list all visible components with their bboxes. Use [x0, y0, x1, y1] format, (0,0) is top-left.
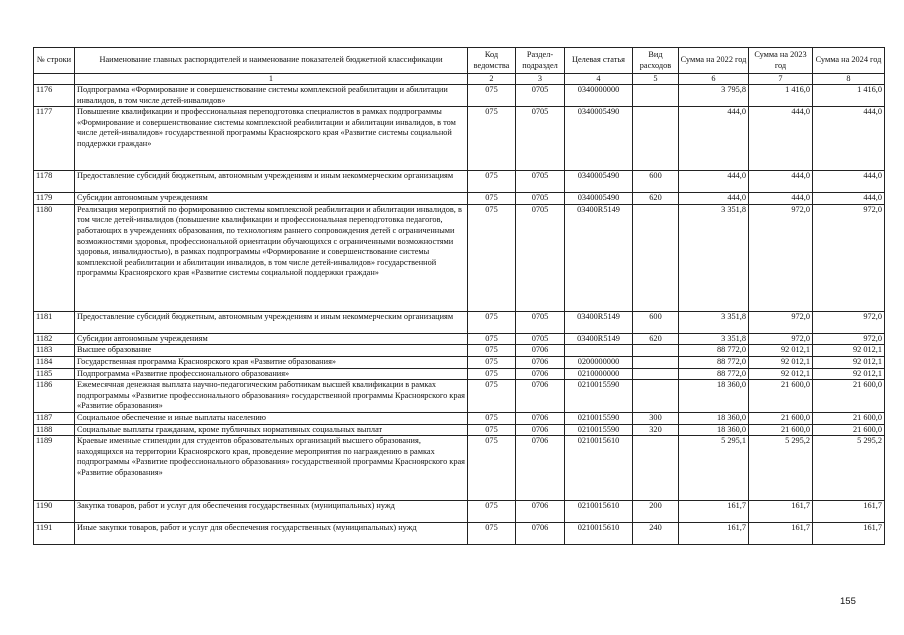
- header-article: Целевая статья: [565, 48, 633, 74]
- row-expense-type: [633, 204, 679, 311]
- row-sum-2023: 21 600,0: [749, 424, 813, 436]
- row-article: 03400R5149: [565, 333, 633, 345]
- row-name: Реализация мероприятий по формированию системы комплексной реабилитации и абилитации инвалидов, в том числе детей-инвалидов (повышение квалификации и профессиональная переподготовка педагогов, работающих в учреждениях образования, по технологиям раннего сопровождения детей с ограниченными возможностями здоровья, профессиональной ориентации обучающихся с ограниченными возможностями здоровья, инвалидностью), в рамках подпрограммы «Формирование и совершенствование системы комплексной реабилитации и абилитации инвалидов, в том числе детей-инвалидов» государственной программы Красноярского края «Развитие системы социальной поддержки граждан»: [75, 204, 468, 311]
- row-number: 1178: [34, 171, 75, 193]
- table-row: [34, 380, 885, 413]
- row-article: 0210015610: [565, 523, 633, 545]
- row-expense-type: [633, 85, 679, 107]
- row-article: 03400R5149: [565, 311, 633, 333]
- row-number: 1184: [34, 356, 75, 368]
- row-sum-2024: 161,7: [813, 523, 885, 545]
- header-dept-code: Код ведомства: [468, 48, 516, 74]
- row-section: 0705: [516, 171, 565, 193]
- row-sum-2024: 444,0: [813, 193, 885, 205]
- row-expense-type: 600: [633, 311, 679, 333]
- row-expense-type: [633, 436, 679, 501]
- row-expense-type: 200: [633, 501, 679, 523]
- row-dept-code: 075: [468, 501, 516, 523]
- row-sum-2023: 161,7: [749, 523, 813, 545]
- row-expense-type: [633, 107, 679, 171]
- row-sum-2024: 21 600,0: [813, 424, 885, 436]
- row-article: 0210015590: [565, 380, 633, 413]
- table-row: [34, 436, 885, 501]
- row-expense-type: [633, 368, 679, 380]
- row-sum-2023: 972,0: [749, 311, 813, 333]
- row-name: Социальные выплаты гражданам, кроме публичных нормативных социальных выплат: [75, 424, 468, 436]
- row-dept-code: 075: [468, 311, 516, 333]
- row-name: Социальное обеспечение и иные выплаты населению: [75, 412, 468, 424]
- row-sum-2023: 92 012,1: [749, 356, 813, 368]
- row-name: Субсидии автономным учреждениям: [75, 333, 468, 345]
- row-section: 0706: [516, 424, 565, 436]
- table-row: [34, 333, 885, 345]
- row-sum-2022: 3 351,8: [679, 333, 749, 345]
- row-sum-2024: 21 600,0: [813, 412, 885, 424]
- row-expense-type: [633, 356, 679, 368]
- row-name: Краевые именные стипендии для студентов образовательных организаций высшего образования, находящихся на территории Красноярского края, проведение мероприятия по награждению в рамках подпрограммы «Развитие профессионального образования» государственной программы Красноярского края «Развитие образования»: [75, 436, 468, 501]
- row-sum-2022: 161,7: [679, 523, 749, 545]
- row-article: 03400R5149: [565, 204, 633, 311]
- table-row: [34, 523, 885, 545]
- row-section: 0706: [516, 501, 565, 523]
- row-sum-2024: 972,0: [813, 333, 885, 345]
- row-section: 0705: [516, 333, 565, 345]
- row-expense-type: 320: [633, 424, 679, 436]
- column-number: 4: [565, 74, 633, 85]
- column-number: 6: [679, 74, 749, 85]
- row-sum-2024: 161,7: [813, 501, 885, 523]
- row-sum-2024: 5 295,2: [813, 436, 885, 501]
- row-sum-2024: 92 012,1: [813, 368, 885, 380]
- row-expense-type: 620: [633, 333, 679, 345]
- row-number: 1189: [34, 436, 75, 501]
- row-sum-2024: 92 012,1: [813, 345, 885, 357]
- row-name: Высшее образование: [75, 345, 468, 357]
- row-sum-2023: 92 012,1: [749, 345, 813, 357]
- column-number: 5: [633, 74, 679, 85]
- row-sum-2022: 5 295,1: [679, 436, 749, 501]
- row-name: Предоставление субсидий бюджетным, автономным учреждениям и иным некоммерческим организациям: [75, 311, 468, 333]
- row-article: 0340005490: [565, 107, 633, 171]
- row-sum-2022: 88 772,0: [679, 345, 749, 357]
- row-name: Подпрограмма «Формирование и совершенствование системы комплексной реабилитации и абилитации инвалидов, в том числе детей-инвалидов»: [75, 85, 468, 107]
- column-number: 3: [516, 74, 565, 85]
- row-name: Закупка товаров, работ и услуг для обеспечения государственных (муниципальных) нужд: [75, 501, 468, 523]
- row-sum-2024: 1 416,0: [813, 85, 885, 107]
- row-name: Подпрограмма «Развитие профессионального образования»: [75, 368, 468, 380]
- row-article: 0340005490: [565, 193, 633, 205]
- row-number: 1177: [34, 107, 75, 171]
- row-expense-type: 600: [633, 171, 679, 193]
- row-sum-2023: 444,0: [749, 171, 813, 193]
- row-dept-code: 075: [468, 171, 516, 193]
- table-header-row: [34, 48, 885, 74]
- row-expense-type: 300: [633, 412, 679, 424]
- row-dept-code: 075: [468, 523, 516, 545]
- table-row: [34, 345, 885, 357]
- row-article: 0200000000: [565, 356, 633, 368]
- column-number-row: [34, 74, 885, 85]
- row-name: Ежемесячная денежная выплата научно-педагогическим работникам высшей квалификации в рамках подпрограммы «Развитие профессионального образования» государственной программы Красноярского края «Развитие образования»: [75, 380, 468, 413]
- column-number: 8: [813, 74, 885, 85]
- row-sum-2022: 18 360,0: [679, 424, 749, 436]
- header-sum-2023: Сумма на 2023 год: [749, 48, 813, 74]
- row-dept-code: 075: [468, 333, 516, 345]
- row-number: 1190: [34, 501, 75, 523]
- row-section: 0706: [516, 380, 565, 413]
- row-dept-code: 075: [468, 204, 516, 311]
- row-sum-2024: 444,0: [813, 171, 885, 193]
- row-sum-2022: 88 772,0: [679, 356, 749, 368]
- row-name: Субсидии автономным учреждениям: [75, 193, 468, 205]
- row-sum-2022: 18 360,0: [679, 380, 749, 413]
- row-article: 0340005490: [565, 171, 633, 193]
- page-number: 155: [840, 596, 856, 607]
- row-section: 0706: [516, 345, 565, 357]
- row-sum-2023: 92 012,1: [749, 368, 813, 380]
- row-dept-code: 075: [468, 368, 516, 380]
- table-row: [34, 501, 885, 523]
- header-expense-type: Вид расходов: [633, 48, 679, 74]
- row-section: 0706: [516, 368, 565, 380]
- row-section: 0706: [516, 436, 565, 501]
- row-number: 1187: [34, 412, 75, 424]
- row-sum-2023: 972,0: [749, 204, 813, 311]
- table-row: [34, 107, 885, 171]
- row-dept-code: 075: [468, 193, 516, 205]
- row-number: 1182: [34, 333, 75, 345]
- row-dept-code: 075: [468, 345, 516, 357]
- row-name: Предоставление субсидий бюджетным, автономным учреждениям и иным некоммерческим организациям: [75, 171, 468, 193]
- row-section: 0705: [516, 193, 565, 205]
- table-row: [34, 412, 885, 424]
- header-sum-2022: Сумма на 2022 год: [679, 48, 749, 74]
- row-section: 0705: [516, 204, 565, 311]
- table-row: [34, 204, 885, 311]
- row-sum-2022: 88 772,0: [679, 368, 749, 380]
- row-number: 1181: [34, 311, 75, 333]
- row-sum-2022: 18 360,0: [679, 412, 749, 424]
- row-article: 0210000000: [565, 368, 633, 380]
- row-sum-2022: 161,7: [679, 501, 749, 523]
- row-number: 1191: [34, 523, 75, 545]
- row-expense-type: 620: [633, 193, 679, 205]
- row-sum-2024: 972,0: [813, 311, 885, 333]
- column-number: 1: [75, 74, 468, 85]
- row-sum-2023: 21 600,0: [749, 380, 813, 413]
- row-name: Иные закупки товаров, работ и услуг для обеспечения государственных (муниципальных) нужд: [75, 523, 468, 545]
- table-row: [34, 85, 885, 107]
- row-article: 0210015610: [565, 436, 633, 501]
- row-section: 0706: [516, 356, 565, 368]
- row-sum-2023: 5 295,2: [749, 436, 813, 501]
- row-sum-2022: 444,0: [679, 193, 749, 205]
- table-row: [34, 193, 885, 205]
- table-row: [34, 311, 885, 333]
- table-row: [34, 171, 885, 193]
- table-row: [34, 368, 885, 380]
- column-number: 7: [749, 74, 813, 85]
- row-sum-2024: 92 012,1: [813, 356, 885, 368]
- row-section: 0706: [516, 412, 565, 424]
- row-name: Повышение квалификации и профессиональная переподготовка специалистов в рамках подпрограммы «Формирование и совершенствование системы комплексной реабилитации и абилитации инвалидов, в том числе детей-инвалидов» государственной программы Красноярского края «Развитие системы социальной поддержки граждан»: [75, 107, 468, 171]
- row-dept-code: 075: [468, 85, 516, 107]
- row-sum-2024: 972,0: [813, 204, 885, 311]
- row-sum-2024: 21 600,0: [813, 380, 885, 413]
- row-dept-code: 075: [468, 412, 516, 424]
- row-sum-2023: 444,0: [749, 193, 813, 205]
- row-sum-2022: 3 351,8: [679, 311, 749, 333]
- row-section: 0705: [516, 107, 565, 171]
- table-row: [34, 424, 885, 436]
- row-dept-code: 075: [468, 356, 516, 368]
- table-row: [34, 356, 885, 368]
- row-article: 0210015610: [565, 501, 633, 523]
- row-article: 0340000000: [565, 85, 633, 107]
- row-expense-type: [633, 345, 679, 357]
- header-name: Наименование главных распорядителей и наименование показателей бюджетной классификации: [75, 48, 468, 74]
- row-sum-2023: 161,7: [749, 501, 813, 523]
- row-sum-2023: 1 416,0: [749, 85, 813, 107]
- row-sum-2022: 3 351,8: [679, 204, 749, 311]
- budget-table: [33, 47, 885, 545]
- row-article: 0210015590: [565, 412, 633, 424]
- row-number: 1180: [34, 204, 75, 311]
- row-number: 1183: [34, 345, 75, 357]
- row-sum-2022: 444,0: [679, 171, 749, 193]
- row-section: 0705: [516, 311, 565, 333]
- row-section: 0706: [516, 523, 565, 545]
- row-number: 1179: [34, 193, 75, 205]
- row-number: 1185: [34, 368, 75, 380]
- header-section: Раздел-подраздел: [516, 48, 565, 74]
- column-number: [34, 74, 75, 85]
- row-expense-type: 240: [633, 523, 679, 545]
- row-sum-2022: 3 795,8: [679, 85, 749, 107]
- row-sum-2022: 444,0: [679, 107, 749, 171]
- row-number: 1176: [34, 85, 75, 107]
- row-sum-2023: 972,0: [749, 333, 813, 345]
- table-body: [34, 85, 885, 545]
- row-article: 0210015590: [565, 424, 633, 436]
- row-name: Государственная программа Красноярского края «Развитие образования»: [75, 356, 468, 368]
- header-sum-2024: Сумма на 2024 год: [813, 48, 885, 74]
- row-dept-code: 075: [468, 380, 516, 413]
- column-number: 2: [468, 74, 516, 85]
- row-article: [565, 345, 633, 357]
- row-section: 0705: [516, 85, 565, 107]
- row-dept-code: 075: [468, 436, 516, 501]
- row-number: 1188: [34, 424, 75, 436]
- header-row-no: № строки: [34, 48, 75, 74]
- row-expense-type: [633, 380, 679, 413]
- row-number: 1186: [34, 380, 75, 413]
- row-sum-2023: 21 600,0: [749, 412, 813, 424]
- row-sum-2024: 444,0: [813, 107, 885, 171]
- row-sum-2023: 444,0: [749, 107, 813, 171]
- row-dept-code: 075: [468, 424, 516, 436]
- row-dept-code: 075: [468, 107, 516, 171]
